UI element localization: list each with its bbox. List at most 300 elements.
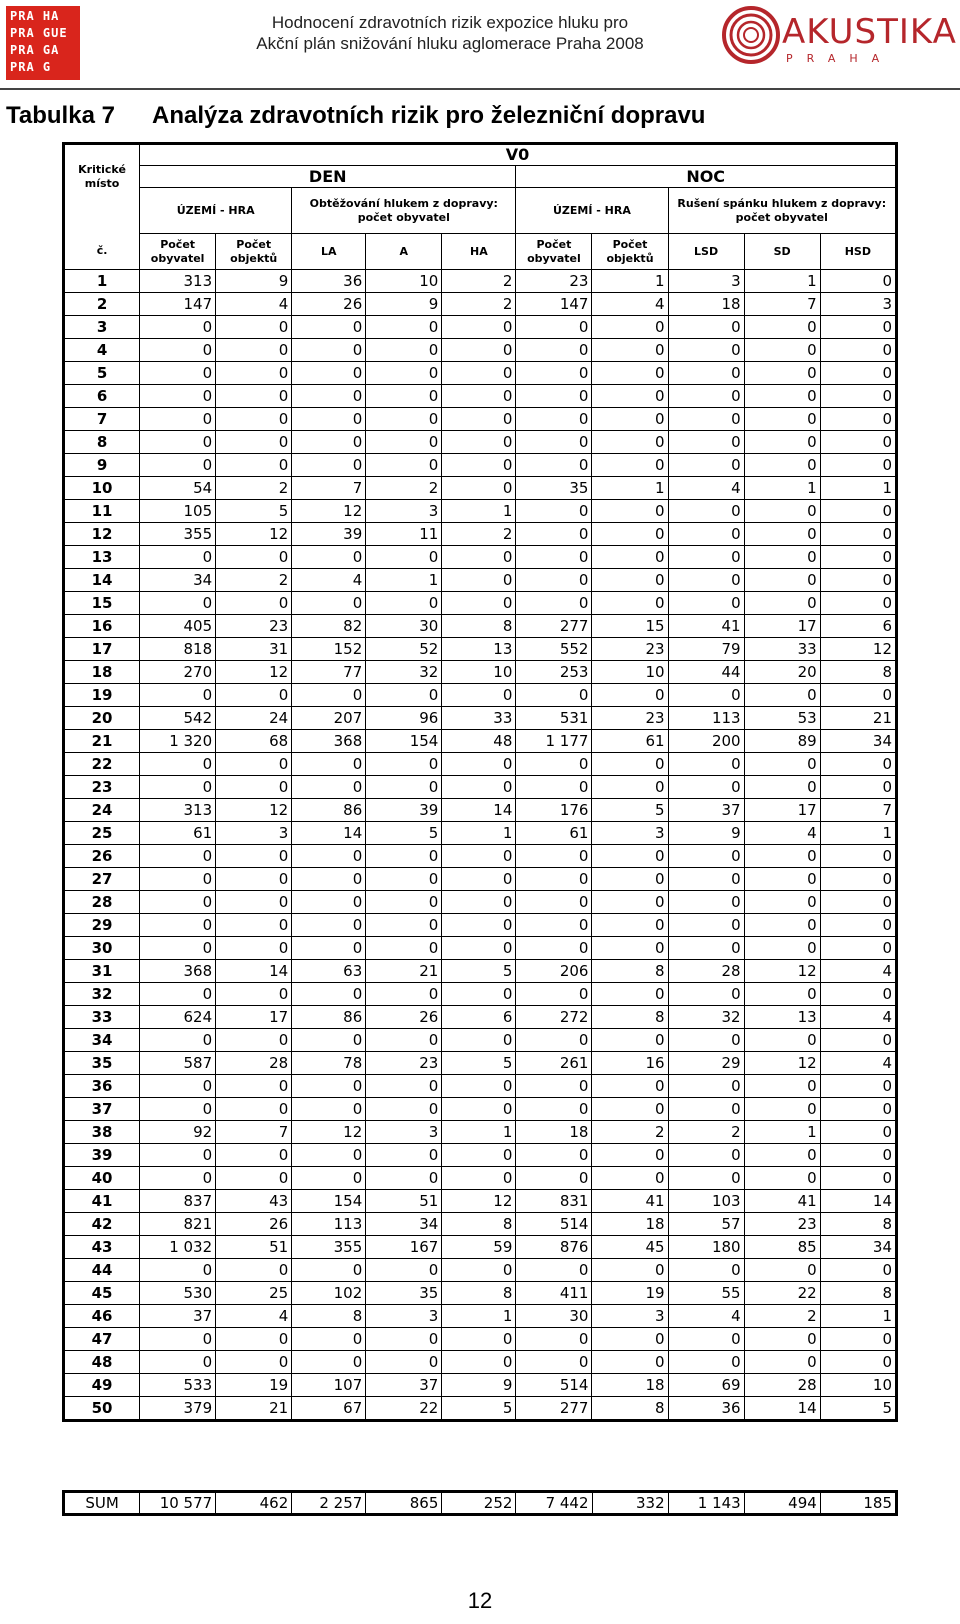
table-cell: 1 [592,270,668,293]
table-cell: 0 [442,684,516,707]
table-cell: 8 [442,1282,516,1305]
table-cell: 0 [366,937,442,960]
table-cell: 79 [668,638,744,661]
table-cell: 12 [744,1052,820,1075]
table-cell: 24 [216,707,292,730]
table-cell: 8 [820,1282,896,1305]
table-row [64,362,897,385]
table-cell: 0 [292,454,366,477]
table-cell: 4 [216,1305,292,1328]
table-cell: 17 [216,1006,292,1029]
table-cell: 0 [366,431,442,454]
table-cell: 10 [592,661,668,684]
table-row [64,1213,897,1236]
table-cell: 0 [668,546,744,569]
table-cell: 0 [744,316,820,339]
table-cell: 0 [592,776,668,799]
row-number: 23 [64,776,140,799]
table-cell: 82 [292,615,366,638]
table-cell: 552 [516,638,592,661]
table-cell: 0 [140,1167,216,1190]
row-number: 28 [64,891,140,914]
table-cell: 0 [292,1351,366,1374]
column-header: HSD [820,234,896,270]
table-cell: 5 [442,1052,516,1075]
table-cell: 0 [216,753,292,776]
table-cell: 277 [516,615,592,638]
table-cell: 0 [592,1098,668,1121]
table-cell: 102 [292,1282,366,1305]
table-cell: 514 [516,1213,592,1236]
table-cell: 355 [292,1236,366,1259]
scenario-header: V0 [140,144,897,166]
table-cell: 0 [668,753,744,776]
table-cell: 0 [820,569,896,592]
table-cell: 0 [216,362,292,385]
table-cell: 0 [668,1098,744,1121]
table-row [64,454,897,477]
table-cell: 821 [140,1213,216,1236]
table-cell: 0 [140,362,216,385]
sum-cell: 332 [592,1492,668,1515]
table-cell: 0 [442,1075,516,1098]
table-cell: 8 [820,661,896,684]
row-number: 50 [64,1397,140,1421]
table-cell: 0 [592,546,668,569]
table-cell: 0 [140,1098,216,1121]
table-cell: 48 [442,730,516,753]
table-row [64,684,897,707]
table-cell: 0 [820,362,896,385]
table-cell: 28 [668,960,744,983]
row-number: 9 [64,454,140,477]
table-cell: 0 [216,592,292,615]
table-cell: 0 [442,914,516,937]
table-cell: 0 [140,753,216,776]
table-row [64,1397,897,1421]
table-row [64,891,897,914]
table-cell: 18 [516,1121,592,1144]
table-cell: 0 [292,1144,366,1167]
table-cell: 105 [140,500,216,523]
table-cell: 0 [820,546,896,569]
table-cell: 23 [744,1213,820,1236]
table-cell: 837 [140,1190,216,1213]
table-row [64,730,897,753]
table-cell: 0 [820,385,896,408]
table-cell: 0 [140,1144,216,1167]
table-cell: 67 [292,1397,366,1421]
table-row [64,1052,897,1075]
table-cell: 0 [744,1167,820,1190]
table-cell: 18 [668,293,744,316]
table-label: Tabulka 7 [6,102,115,129]
row-number: 20 [64,707,140,730]
table-cell: 37 [668,799,744,822]
table-cell: 0 [516,937,592,960]
critical-place-header: Kritické místo [64,144,140,234]
table-cell: 78 [292,1052,366,1075]
table-cell: 0 [820,1075,896,1098]
table-cell: 0 [216,776,292,799]
row-number: 43 [64,1236,140,1259]
table-cell: 0 [366,1029,442,1052]
table-cell: 0 [292,546,366,569]
table-cell: 0 [744,592,820,615]
table-cell: 514 [516,1374,592,1397]
logo-line: PRA G [10,60,52,74]
table-cell: 0 [744,408,820,431]
table-cell: 831 [516,1190,592,1213]
table-cell: 44 [668,661,744,684]
table-cell: 0 [820,523,896,546]
table-cell: 0 [516,1144,592,1167]
table-cell: 113 [292,1213,366,1236]
table-cell: 35 [366,1282,442,1305]
table-cell: 0 [216,431,292,454]
table-cell: 0 [292,684,366,707]
table-cell: 19 [216,1374,292,1397]
table-row [64,546,897,569]
table-cell: 0 [744,362,820,385]
table-cell: 55 [668,1282,744,1305]
table-cell: 89 [744,730,820,753]
table-cell: 3 [216,822,292,845]
table-row [64,1282,897,1305]
table-cell: 0 [442,454,516,477]
table-cell: 0 [592,1075,668,1098]
table-cell: 147 [516,293,592,316]
table-cell: 0 [592,316,668,339]
table-cell: 0 [820,753,896,776]
table-cell: 0 [216,1351,292,1374]
table-cell: 0 [744,1351,820,1374]
table-row [64,822,897,845]
table-cell: 0 [366,546,442,569]
sum-cell: 462 [216,1492,292,1515]
table-row [64,431,897,454]
table-cell: 0 [442,1098,516,1121]
logo-line: PRA GUE [10,26,68,40]
table-cell: 379 [140,1397,216,1421]
table-cell: 0 [140,914,216,937]
row-number: 49 [64,1374,140,1397]
row-number: 35 [64,1052,140,1075]
table-row [64,707,897,730]
sum-cell: 2 257 [292,1492,366,1515]
table-cell: 0 [292,776,366,799]
table-cell: 69 [668,1374,744,1397]
table-cell: 0 [744,891,820,914]
table-cell: 0 [442,891,516,914]
sleep-disturbance-header: Rušení spánku hlukem z dopravy: počet obyvatel [668,188,896,234]
row-number: 36 [64,1075,140,1098]
table-cell: 818 [140,638,216,661]
table-cell: 0 [216,546,292,569]
table-cell: 0 [442,431,516,454]
table-cell: 0 [744,1029,820,1052]
table-row [64,523,897,546]
table-cell: 61 [140,822,216,845]
table-cell: 14 [292,822,366,845]
table-cell: 0 [516,983,592,1006]
table-cell: 9 [216,270,292,293]
table-cell: 3 [592,1305,668,1328]
table-cell: 51 [366,1190,442,1213]
table-cell: 0 [366,776,442,799]
table-cell: 0 [516,500,592,523]
table-cell: 368 [292,730,366,753]
table-row [64,293,897,316]
table-row [64,1167,897,1190]
table-cell: 37 [366,1374,442,1397]
column-header: Počet obyvatel [140,234,216,270]
sum-cell: 494 [744,1492,820,1515]
table-cell: 54 [140,477,216,500]
table-cell: 0 [592,454,668,477]
table-cell: 9 [668,822,744,845]
table-cell: 0 [668,914,744,937]
table-cell: 0 [592,983,668,1006]
table-cell: 0 [442,1351,516,1374]
table-cell: 0 [820,937,896,960]
table-cell: 0 [744,1328,820,1351]
table-cell: 26 [216,1213,292,1236]
table-cell: 0 [820,1351,896,1374]
table-row [64,270,897,293]
column-header: SD [744,234,820,270]
table-cell: 0 [216,914,292,937]
table-cell: 0 [668,845,744,868]
table-cell: 0 [744,1259,820,1282]
table-row [64,1098,897,1121]
table-cell: 2 [216,477,292,500]
table-cell: 277 [516,1397,592,1421]
table-cell: 30 [366,615,442,638]
table-row [64,1121,897,1144]
row-number: 31 [64,960,140,983]
table-cell: 0 [592,914,668,937]
table-cell: 0 [442,362,516,385]
table-cell: 43 [216,1190,292,1213]
table-cell: 0 [216,937,292,960]
document-title-line2: Akční plán snižování hluku aglomerace Praha 2008 [256,34,644,53]
table-cell: 0 [668,983,744,1006]
table-cell: 0 [592,523,668,546]
table-cell: 0 [820,1328,896,1351]
table-cell: 12 [292,500,366,523]
table-cell: 0 [592,431,668,454]
table-cell: 5 [442,1397,516,1421]
table-cell: 0 [442,1259,516,1282]
row-number: 45 [64,1282,140,1305]
row-number: 29 [64,914,140,937]
table-cell: 0 [140,385,216,408]
table-cell: 0 [668,1351,744,1374]
table-cell: 0 [140,1351,216,1374]
table-cell: 8 [442,1213,516,1236]
table-row [64,500,897,523]
table-cell: 12 [216,799,292,822]
table-cell: 0 [216,845,292,868]
table-cell: 154 [366,730,442,753]
table-cell: 0 [592,868,668,891]
table-cell: 313 [140,270,216,293]
table-cell: 5 [820,1397,896,1421]
page-header [0,0,960,92]
table-cell: 96 [366,707,442,730]
table-cell: 0 [366,983,442,1006]
table-cell: 0 [216,983,292,1006]
table-cell: 1 [820,822,896,845]
table-cell: 0 [592,1351,668,1374]
table-cell: 0 [140,1259,216,1282]
table-cell: 23 [592,707,668,730]
table-cell: 4 [820,960,896,983]
row-number: 19 [64,684,140,707]
column-header: Počet objektů [592,234,668,270]
table-cell: 253 [516,661,592,684]
table-cell: 270 [140,661,216,684]
table-cell: 31 [216,638,292,661]
row-number: 47 [64,1328,140,1351]
table-cell: 0 [292,362,366,385]
sum-label: SUM [64,1492,140,1515]
table-cell: 0 [744,776,820,799]
table-cell: 0 [442,385,516,408]
table-cell: 23 [592,638,668,661]
table-cell: 4 [292,569,366,592]
table-cell: 3 [366,1121,442,1144]
table-row [64,1144,897,1167]
table-cell: 61 [592,730,668,753]
table-cell: 3 [592,822,668,845]
table-cell: 0 [592,684,668,707]
table-cell: 0 [516,1098,592,1121]
table-cell: 0 [592,362,668,385]
table-cell: 0 [820,500,896,523]
table-cell: 29 [668,1052,744,1075]
table-row [64,1351,897,1374]
table-cell: 0 [140,592,216,615]
table-cell: 68 [216,730,292,753]
table-cell: 0 [216,339,292,362]
table-cell: 0 [820,1167,896,1190]
table-row [64,661,897,684]
row-number: 32 [64,983,140,1006]
table-cell: 0 [820,1144,896,1167]
table-cell: 0 [292,1259,366,1282]
table-cell: 0 [820,431,896,454]
table-cell: 103 [668,1190,744,1213]
table-cell: 13 [744,1006,820,1029]
table-cell: 39 [292,523,366,546]
table-cell: 0 [516,1167,592,1190]
table-cell: 0 [140,408,216,431]
table-cell: 20 [744,661,820,684]
table-cell: 0 [516,523,592,546]
table-cell: 0 [216,385,292,408]
table-cell: 0 [140,776,216,799]
table-cell: 0 [820,845,896,868]
table-cell: 1 [442,1121,516,1144]
table-cell: 12 [216,523,292,546]
table-cell: 0 [292,868,366,891]
row-number: 11 [64,500,140,523]
table-cell: 876 [516,1236,592,1259]
row-number: 10 [64,477,140,500]
table-cell: 0 [292,914,366,937]
table-cell: 41 [668,615,744,638]
table-cell: 26 [292,293,366,316]
table-cell: 0 [744,914,820,937]
table-cell: 0 [820,1029,896,1052]
table-cell: 0 [592,753,668,776]
table-cell: 41 [744,1190,820,1213]
table-cell: 41 [592,1190,668,1213]
table-cell: 0 [744,983,820,1006]
table-cell: 28 [744,1374,820,1397]
table-cell: 0 [592,891,668,914]
row-number: 39 [64,1144,140,1167]
table-row [64,316,897,339]
logo-line: PRA HA [10,9,60,23]
column-header: A [366,234,442,270]
row-number: 37 [64,1098,140,1121]
area-night-header: ÚZEMÍ - HRA [516,188,668,234]
table-cell: 13 [442,638,516,661]
table-cell: 0 [442,408,516,431]
table-cell: 5 [592,799,668,822]
table-cell: 0 [292,316,366,339]
table-cell: 1 [366,569,442,592]
sum-cell: 185 [820,1492,896,1515]
table-cell: 0 [516,753,592,776]
table-row [64,960,897,983]
table-cell: 0 [366,385,442,408]
header-divider [0,88,960,90]
table-cell: 0 [442,983,516,1006]
table-cell: 16 [592,1052,668,1075]
table-row [64,385,897,408]
row-number: 17 [64,638,140,661]
table-cell: 533 [140,1374,216,1397]
table-cell: 0 [366,1098,442,1121]
table-cell: 5 [366,822,442,845]
table-cell: 0 [516,684,592,707]
row-number: 27 [64,868,140,891]
table-cell: 0 [442,937,516,960]
table-cell: 8 [592,1006,668,1029]
praha-logo [6,6,80,80]
table-cell: 0 [442,1144,516,1167]
table-cell: 4 [668,1305,744,1328]
table-cell: 10 [366,270,442,293]
table-cell: 368 [140,960,216,983]
table-cell: 0 [820,270,896,293]
table-cell: 0 [516,454,592,477]
table-cell: 0 [216,1098,292,1121]
sum-table [62,1490,898,1516]
table-cell: 405 [140,615,216,638]
table-cell: 0 [744,500,820,523]
table-cell: 0 [820,339,896,362]
table-cell: 0 [292,1328,366,1351]
table-cell: 0 [216,1328,292,1351]
table-cell: 2 [442,270,516,293]
table-cell: 10 [820,1374,896,1397]
document-title-line1: Hodnocení zdravotních rizik expozice hluku pro [271,13,629,32]
